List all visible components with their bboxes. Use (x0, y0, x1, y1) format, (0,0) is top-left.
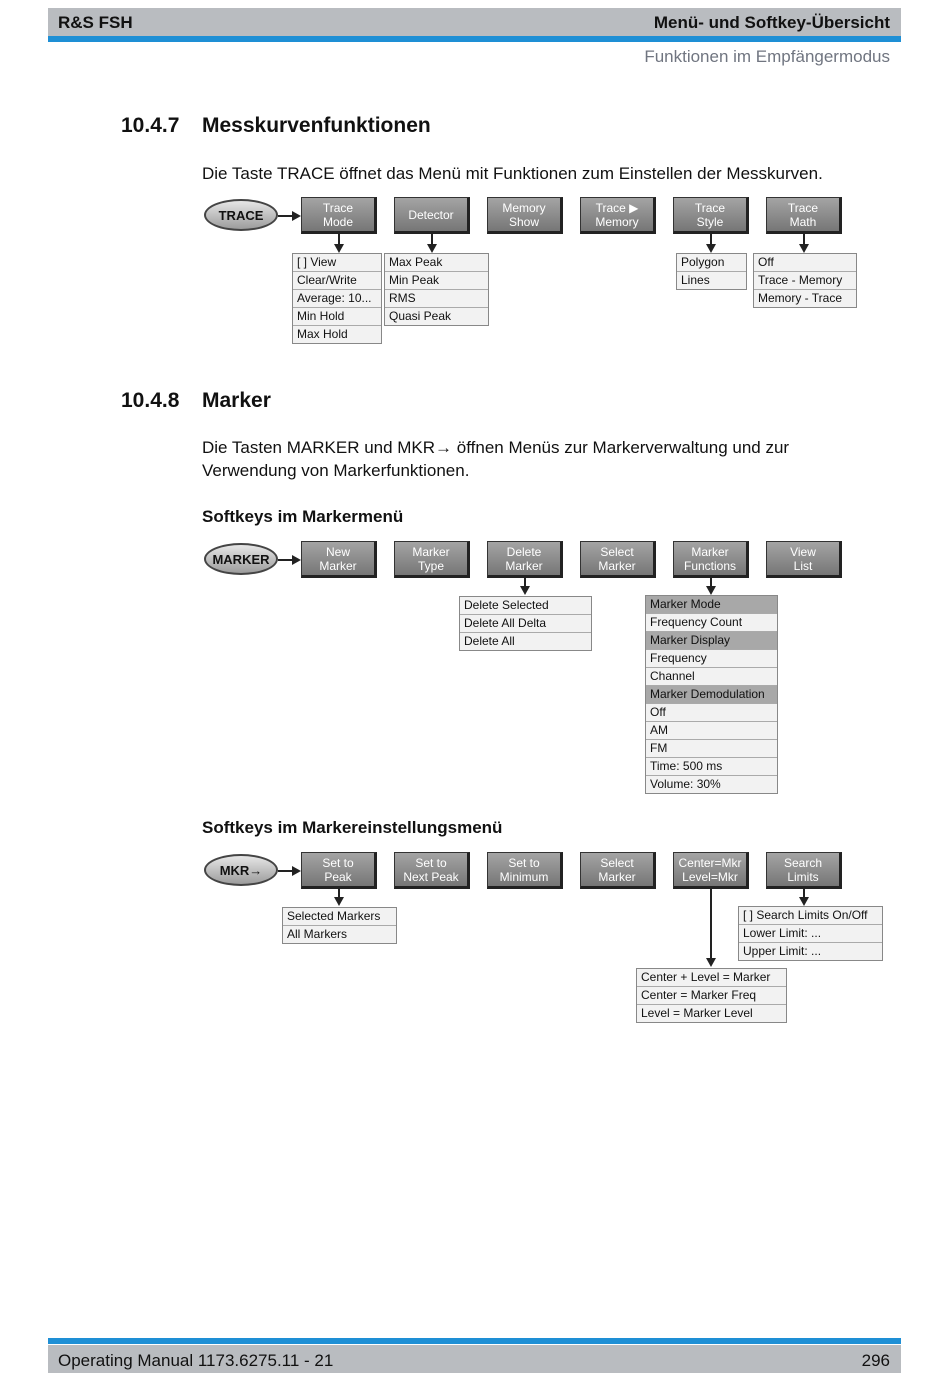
section-title: Messkurvenfunktionen (202, 114, 431, 137)
mkr-softkey[interactable]: Set to Next Peak (394, 852, 470, 889)
menu-item[interactable]: Channel (646, 668, 777, 686)
arrow-down-icon (706, 958, 716, 967)
mkr-softkey[interactable]: Set to Minimum (487, 852, 563, 889)
menu-item[interactable]: AM (646, 722, 777, 740)
menu-item[interactable]: Delete Selected (460, 597, 591, 615)
menu-item[interactable]: Volume: 30% (650, 777, 721, 791)
menu-item[interactable]: Memory - Trace (758, 291, 843, 305)
connector-line (278, 559, 292, 561)
marker-softkey[interactable]: Marker Functions (673, 541, 749, 578)
marker-softkey[interactable]: Delete Marker (487, 541, 563, 578)
search-limits-menu (738, 906, 883, 961)
menu-item[interactable]: Off (754, 254, 856, 272)
marker-softkey[interactable]: Select Marker (580, 541, 656, 578)
arrow-right-icon (292, 866, 301, 876)
menu-item[interactable]: Lines (681, 273, 710, 287)
menu-item[interactable]: Polygon (677, 254, 746, 272)
subsection-title: Funktionen im Empfängermodus (644, 47, 890, 66)
arrow-down-icon (334, 897, 344, 906)
menu-item[interactable]: Lower Limit: ... (739, 925, 882, 943)
menu-item[interactable]: Trace - Memory (754, 272, 856, 290)
trace-softkey[interactable]: Trace Math (766, 197, 842, 234)
trace-mode-menu (292, 253, 382, 344)
menu-item[interactable]: Clear/Write (293, 272, 381, 290)
menu-item[interactable]: Min Peak (385, 272, 488, 290)
arrow-right-icon (292, 555, 301, 565)
menu-item[interactable]: Marker Display (646, 632, 777, 650)
menu-item[interactable]: [ ] View (293, 254, 381, 272)
menu-item[interactable]: Time: 500 ms (646, 758, 777, 776)
trace-softkey[interactable]: Memory Show (487, 197, 563, 234)
page-footer (48, 1345, 901, 1373)
marker-intro-line-1: Die Tasten MARKER und MKR→ öffnen Menüs zur Markerverwaltung und zur (202, 438, 790, 457)
delete-marker-menu (459, 596, 592, 651)
menu-item[interactable]: Delete All (464, 634, 515, 648)
detector-menu (384, 253, 489, 326)
page-number: 296 (861, 1351, 890, 1370)
arrow-down-icon (799, 244, 809, 253)
arrow-down-icon (706, 244, 716, 253)
section-number: 10.4.7 (121, 114, 180, 137)
marker-softkey[interactable]: Marker Type (394, 541, 470, 578)
trace-intro-text: Die Taste TRACE öffnet das Menü mit Funktionen zum Einstellen der Messkurven. (202, 164, 823, 183)
menu-item[interactable]: [ ] Search Limits On/Off (739, 907, 882, 925)
mkr-hardkey[interactable]: MKR→ (204, 854, 278, 886)
center-level-menu (636, 968, 787, 1023)
trace-math-menu (753, 253, 857, 308)
mkr-softkey[interactable]: Search Limits (766, 852, 842, 889)
manual-reference: Operating Manual 1173.6275.11 - 21 (58, 1351, 334, 1370)
menu-item[interactable]: Max Peak (385, 254, 488, 272)
mkr-softkey[interactable]: Select Marker (580, 852, 656, 889)
menu-item[interactable]: Off (646, 704, 777, 722)
product-name: R&S FSH (58, 13, 133, 32)
menu-item[interactable]: Delete All Delta (460, 615, 591, 633)
trace-softkey[interactable]: Trace Mode (301, 197, 377, 234)
arrow-down-icon (799, 897, 809, 906)
arrow-down-icon (334, 244, 344, 253)
menu-item[interactable]: Frequency Count (646, 614, 777, 632)
marker-hardkey[interactable]: MARKER (204, 543, 278, 575)
mkr-softkey[interactable]: Set to Peak (301, 852, 377, 889)
marker-softkey[interactable]: View List (766, 541, 842, 578)
menu-item[interactable]: Average: 10... (293, 290, 381, 308)
menu-item[interactable]: RMS (385, 290, 488, 308)
peak-options-menu (282, 907, 397, 944)
section-number: 10.4.8 (121, 389, 180, 412)
mkr-softkey[interactable]: Center=Mkr Level=Mkr (673, 852, 749, 889)
menu-item[interactable]: Center + Level = Marker (637, 969, 786, 987)
connector-line (278, 870, 292, 872)
section-title: Menü- und Softkey-Übersicht (653, 13, 890, 32)
connector-line (710, 889, 712, 959)
menu-item[interactable]: Center = Marker Freq (637, 987, 786, 1005)
menu-item[interactable]: All Markers (287, 927, 348, 941)
menu-item[interactable]: Quasi Peak (389, 309, 452, 323)
footer-rule (48, 1338, 901, 1344)
menu-item[interactable]: Marker Demodulation (646, 686, 777, 704)
menu-item[interactable]: Level = Marker Level (641, 1006, 753, 1020)
connector-line (278, 215, 292, 217)
trace-hardkey[interactable]: TRACE (204, 199, 278, 231)
marker-intro-line-2: Verwendung von Markerfunktionen. (202, 461, 470, 480)
marker-softkey[interactable]: New Marker (301, 541, 377, 578)
menu-item[interactable]: Selected Markers (283, 908, 396, 926)
menu-item[interactable]: Min Hold (293, 308, 381, 326)
marker-functions-menu (645, 595, 778, 794)
menu-item[interactable]: Marker Mode (646, 596, 777, 614)
menu-item[interactable]: Frequency (646, 650, 777, 668)
menu-item[interactable]: Max Hold (297, 327, 348, 341)
trace-softkey[interactable]: Trace Style (673, 197, 749, 234)
trace-softkey[interactable]: Detector (394, 197, 470, 234)
arrow-down-icon (706, 586, 716, 595)
arrow-right-icon (292, 211, 301, 221)
arrow-down-icon (520, 586, 530, 595)
trace-style-menu (676, 253, 747, 290)
arrow-down-icon (427, 244, 437, 253)
trace-softkey[interactable]: Trace ▶ Memory (580, 197, 656, 234)
menu-item[interactable]: FM (646, 740, 777, 758)
section-title: Marker (202, 389, 271, 412)
marker-menu-heading: Softkeys im Markermenü (202, 507, 404, 526)
marker-settings-heading: Softkeys im Markereinstellungsmenü (202, 818, 503, 837)
menu-item[interactable]: Upper Limit: ... (743, 944, 822, 958)
